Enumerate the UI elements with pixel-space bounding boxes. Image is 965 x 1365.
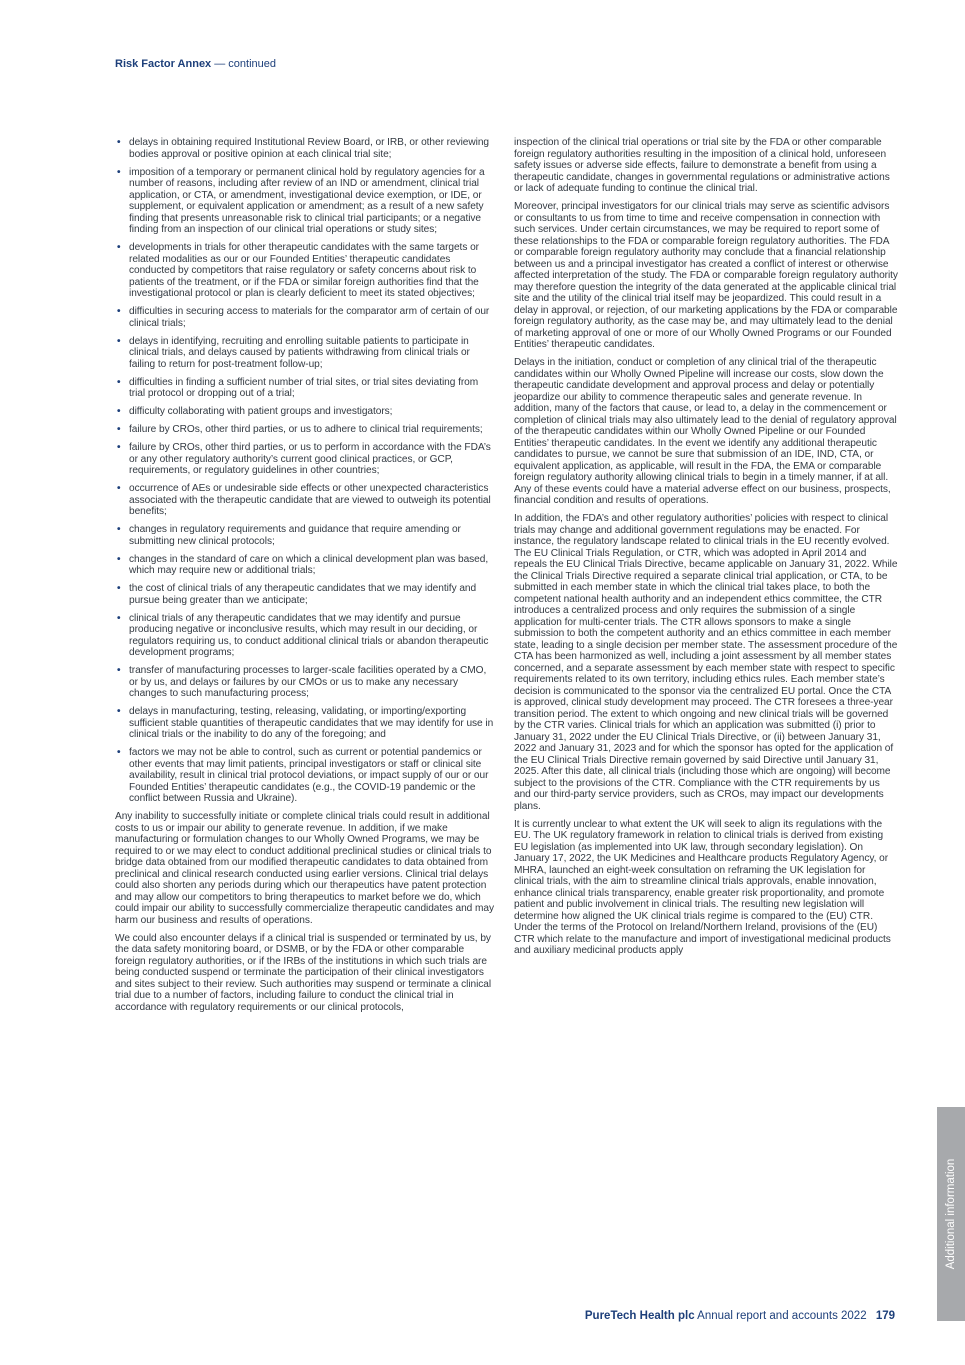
list-item: • changes in the standard of care on which a clinical development plan was based, which may require new or additional trials; xyxy=(117,553,489,576)
list-item: • difficulty collaborating with patient groups and investigators; xyxy=(117,406,393,417)
bullet-icon: • xyxy=(117,747,121,758)
list-item: • occurrence of AEs or undesirable side effects or other unexpected characteristics associated with the therapeutic candidate that are viewed to outweigh its potential benefits; xyxy=(117,483,491,517)
bullet-icon: • xyxy=(117,137,121,148)
list-item: • clinical trials of any therapeutic candidates that we may identify and pursue producing negative or inconclusive results, which may result in our deciding, or regulators requiring us, to conduct additional clinical trials or abandon therapeutic development programs; xyxy=(117,612,489,658)
bullet-icon: • xyxy=(117,242,121,253)
left-column xyxy=(115,137,495,1020)
continued-label: — continued xyxy=(211,58,277,70)
bullet-icon: • xyxy=(117,665,121,676)
list-item: • transfer of manufacturing processes to larger-scale facilities operated by a CMO, or by us, and delays or failures by our CMOs or us to make any necessary changes to such manufacturing process; xyxy=(117,665,487,699)
bullet-icon: • xyxy=(117,166,121,178)
bullet-icon: • xyxy=(117,376,121,388)
bullet-icon: • xyxy=(117,306,121,317)
body-paragraph: Delays in the initiation, conduct or completion of any clinical trial of the therapeutic candidates within our Wholly Owned Pipeline will increase our costs, slow down the therapeutic candidate development and approval process and delay or potentially jeopardize our ability to commence therapeutic sales and generate revenue. In addition, many of the factors that cause, or lead to, a delay in the commencement or completion of clinical trials may also ultimately lead to the denial of regulatory approval of the therapeutic candidates within our Wholly Owned Pipeline or our Founded Entities’ therapeutic candidates. In the event we identify any additional therapeutic candidates to pursue, we cannot be sure that submission of an IDE, IND, CTA, or equivalent application, as applicable, will result in the FDA, the EMA or comparable foreign regulatory authority allowing clinical trials to begin in a timely manner, if at all. Any of these events could have a material adverse effect on our business, prospects, financial condition and results of operations. xyxy=(514,357,897,506)
list-item: • factors we may not be able to control, such as current or potential pandemics or other events that may limit patients, principal investigators or staff or clinical site availability, result in clinical trial protocol deviations, or impact supply of our or our Founded Entities’ therapeutic candidates (e.g., the COVID-19 pandemic or the conflict between Russia and Ukraine). xyxy=(117,747,489,804)
bullet-icon: • xyxy=(117,612,121,624)
list-item: • changes in regulatory requirements and guidance that require amending or submitting new clinical protocols; xyxy=(117,524,461,547)
right-column xyxy=(514,137,898,963)
bullet-icon: • xyxy=(117,553,121,565)
risk-bullet-list xyxy=(115,137,495,805)
page-footer xyxy=(585,1309,895,1323)
bullet-icon: • xyxy=(117,524,121,535)
list-item: • difficulties in securing access to materials for the comparator arm of certain of our clinical trials; xyxy=(117,306,490,329)
page-number: 179 xyxy=(875,1310,895,1322)
report-title: Annual report and accounts 2022 xyxy=(697,1310,867,1322)
bullet-icon: • xyxy=(117,442,121,453)
bullet-icon: • xyxy=(117,706,121,717)
list-item: • imposition of a temporary or permanent clinical hold by regulatory agencies for a number of reasons, including after review of an IND or amendment, clinical trial application, or CTA, or amendment, investigational device exemption, or IDE, or supplement, or equivalent application or amendment; as a result of a new safety finding that presents unreasonable risk to clinical trial participants; or a negative finding from an inspection of our clinical trial operations or study sites; xyxy=(117,166,485,235)
list-item: • failure by CROs, other third parties, or us to perform in accordance with the FDA’s or any other regulatory authority’s current good clinical practices, or GCP, requirements, or regulatory guidelines in other countries; xyxy=(117,442,491,476)
bullet-icon: • xyxy=(117,406,121,417)
list-item: • difficulties in finding a sufficient number of trial sites, or trial sites deviating from trial protocol or dropping out of a trial; xyxy=(117,376,479,399)
side-tab-label: Additional information xyxy=(945,1158,957,1270)
company-name: PureTech Health plc xyxy=(584,1310,695,1322)
body-paragraph: In addition, the FDA’s and other regulatory authorities’ policies with respect to clinical trials may change and additional government regulations may be enacted. For instance, the regulatory landscape related to clinical trials in the EU recently evolved. The EU Clinical Trials Regulation, or CTR, which was adopted in April 2014 and repeals the EU Clinical Trials Directive, became applicable on January 31, 2022. While the Clinical Trials Directive required a separate clinical trial application, or CTA, to be submitted in each member state in which the clinical trial takes place, to both the competent national health authority and an independent ethics committee, the CTR introduces a centralized process and only requires the submission of a single application for multi-center trials. The CTR allows sponsors to make a single submission to both the competent authority and an ethics committee in each member state, leading to a single decision per member state. The assessment procedure of the CTA has been harmonized as well, including a joint assessment by all member states concerned, and a separate assessment by each member state with respect to specific requirements related to its own territory, including ethics rules. Each member state’s decision is communicated to the sponsor via the centralized EU portal. Once the CTA is approved, clinical study development may proceed. The CTR foresees a three-year transition period. The extent to which ongoing and new clinical trials will be governed by the CTR varies. Clinical trials for which an application was submitted (i) prior to January 31, 2022 under the EU Clinical Trials Directive, or (ii) between January 31, 2022 and January 31, 2023 and for which the sponsor has opted for the application of the EU Clinical Trials Directive remain governed by said Directive until January 31, 2025. After this date, all clinical trials (including those which are ongoing) will become subject to the provisions of the CTR. Compliance with the CTR requirements by us and our third-party service providers, such as CROs, may impact our developments plans. xyxy=(514,513,898,812)
bullet-icon: • xyxy=(117,424,121,435)
body-paragraph: It is currently unclear to what extent the UK will seek to align its regulations with the EU. The UK regulatory framework in relation to clinical trials is derived from existing EU legislation (as implemented into UK law, through secondary legislation). On January 17, 2022, the UK Medicines and Healthcare products Regulatory Agency, or MHRA, launched an eight-week consultation on reframing the UK legislation for clinical trials, with the aim to streamline clinical trials approvals, enable innovation, enhance clinical trials transparency, enable greater risk proportionality, and promote patient and public involvement in clinical trials. The resulting new legislation will determine how aligned the UK clinical trials regime is compared to the (EU) CTR. Under the terms of the Protocol on Ireland/Northern Ireland, provisions of the (EU) CTR which relate to the manufacture and import of investigational medicinal products and auxiliary medicinal products apply xyxy=(514,818,891,956)
body-paragraph: We could also encounter delays if a clinical trial is suspended or terminated by us, by the data safety monitoring board, or DSMB, or by the FDA or other comparable foreign regulatory authorities, or if the IRBs of the institutions in which such trials are being conducted suspend or terminate the participation of their clinical investigators and sites subject to their review. Such authorities may suspend or terminate a clinical trial due to a number of factors, including failure to conduct the clinical trial in accordance with regulatory requirements or our clinical protocols, xyxy=(115,932,492,1013)
section-side-tab xyxy=(937,1107,965,1321)
list-item: • delays in obtaining required Institutional Review Board, or IRB, or other reviewing bodies approval or positive opinion at each clinical trial site; xyxy=(117,137,489,160)
bullet-icon: • xyxy=(117,335,121,347)
list-item: • delays in manufacturing, testing, releasing, validating, or importing/exporting sufficient stable quantities of therapeutic candidates that we may identify for use in clinical trials or the inability to do any of the foregoing; and xyxy=(117,706,494,740)
bullet-icon: • xyxy=(117,483,121,494)
list-item: • delays in identifying, recruiting and enrolling suitable patients to participate in clinical trials, and delays caused by patients withdrawing from clinical trials or failing to return for post-treatment follow-up; xyxy=(117,335,470,370)
running-header xyxy=(115,57,276,71)
body-paragraph: Moreover, principal investigators for our clinical trials may serve as scientific advisors or consultants to us from time to time and receive compensation in connection with such services. Under certain circumstances, we may be required to report some of these relationships to the FDA or comparable foreign regulatory authorities. The FDA or comparable foreign regulatory authority may conclude that a financial relationship between us and a principal investigator has created a conflict of interest or otherwise affected interpretation of the study. The FDA or comparable foreign regulatory authority may therefore question the integrity of the data generated at the applicable clinical trial site and the utility of the clinical trial itself may be jeopardized. This could result in a delay in approval, or rejection, of our marketing applications by the FDA or comparable foreign regulatory authority, as the case may be, and may ultimately lead to the denial of marketing approval of one or more of our Wholly Owned Programs or our Founded Entities’ therapeutic candidates. xyxy=(514,201,898,350)
bullet-icon: • xyxy=(117,583,121,594)
list-item: • the cost of clinical trials of any therapeutic candidates that we may identify and pursue being greater than we anticipate; xyxy=(117,583,477,606)
body-paragraph: inspection of the clinical trial operations or trial site by the FDA or other comparable foreign regulatory authorities resulting in the imposition of a clinical hold, unforeseen safety issues or adverse side effects, failure to demonstrate a benefit from using a therapeutic candidate, changes in governmental regulations or administrative actions or lack of adequate funding to continue the clinical trial. xyxy=(514,137,890,194)
section-title: Risk Factor Annex xyxy=(115,58,212,70)
list-item: • developments in trials for other therapeutic candidates with the same targets or related modalities as our or our Founded Entities’ therapeutic candidates conducted by competitors that raise regulatory or safety concerns about risk to patients of the treatment, or if the FDA or similar foreign authorities find that the investigational protocol or plan is clearly deficient to meet its stated objectives; xyxy=(117,242,480,299)
list-item: • failure by CROs, other third parties, or us to adhere to clinical trial requirements; xyxy=(117,424,483,435)
body-paragraph: Any inability to successfully initiate or complete clinical trials could result in additional costs to us or impair our ability to generate revenue. In addition, if we make manufacturing or formulation changes to our Wholly Owned Programs, we may be required to or we may elect to conduct additional preclinical studies or clinical trials to bridge data obtained from our modified therapeutic candidates to data obtained from preclinical and clinical research conducted using earlier versions. Clinical trial delays could also shorten any periods during which our therapeutics have patent protection and may allow our competitors to bring therapeutics to market before we do, which could impair our ability to successfully commercialize therapeutic candidates and may harm our business and results of operations. xyxy=(115,811,494,926)
